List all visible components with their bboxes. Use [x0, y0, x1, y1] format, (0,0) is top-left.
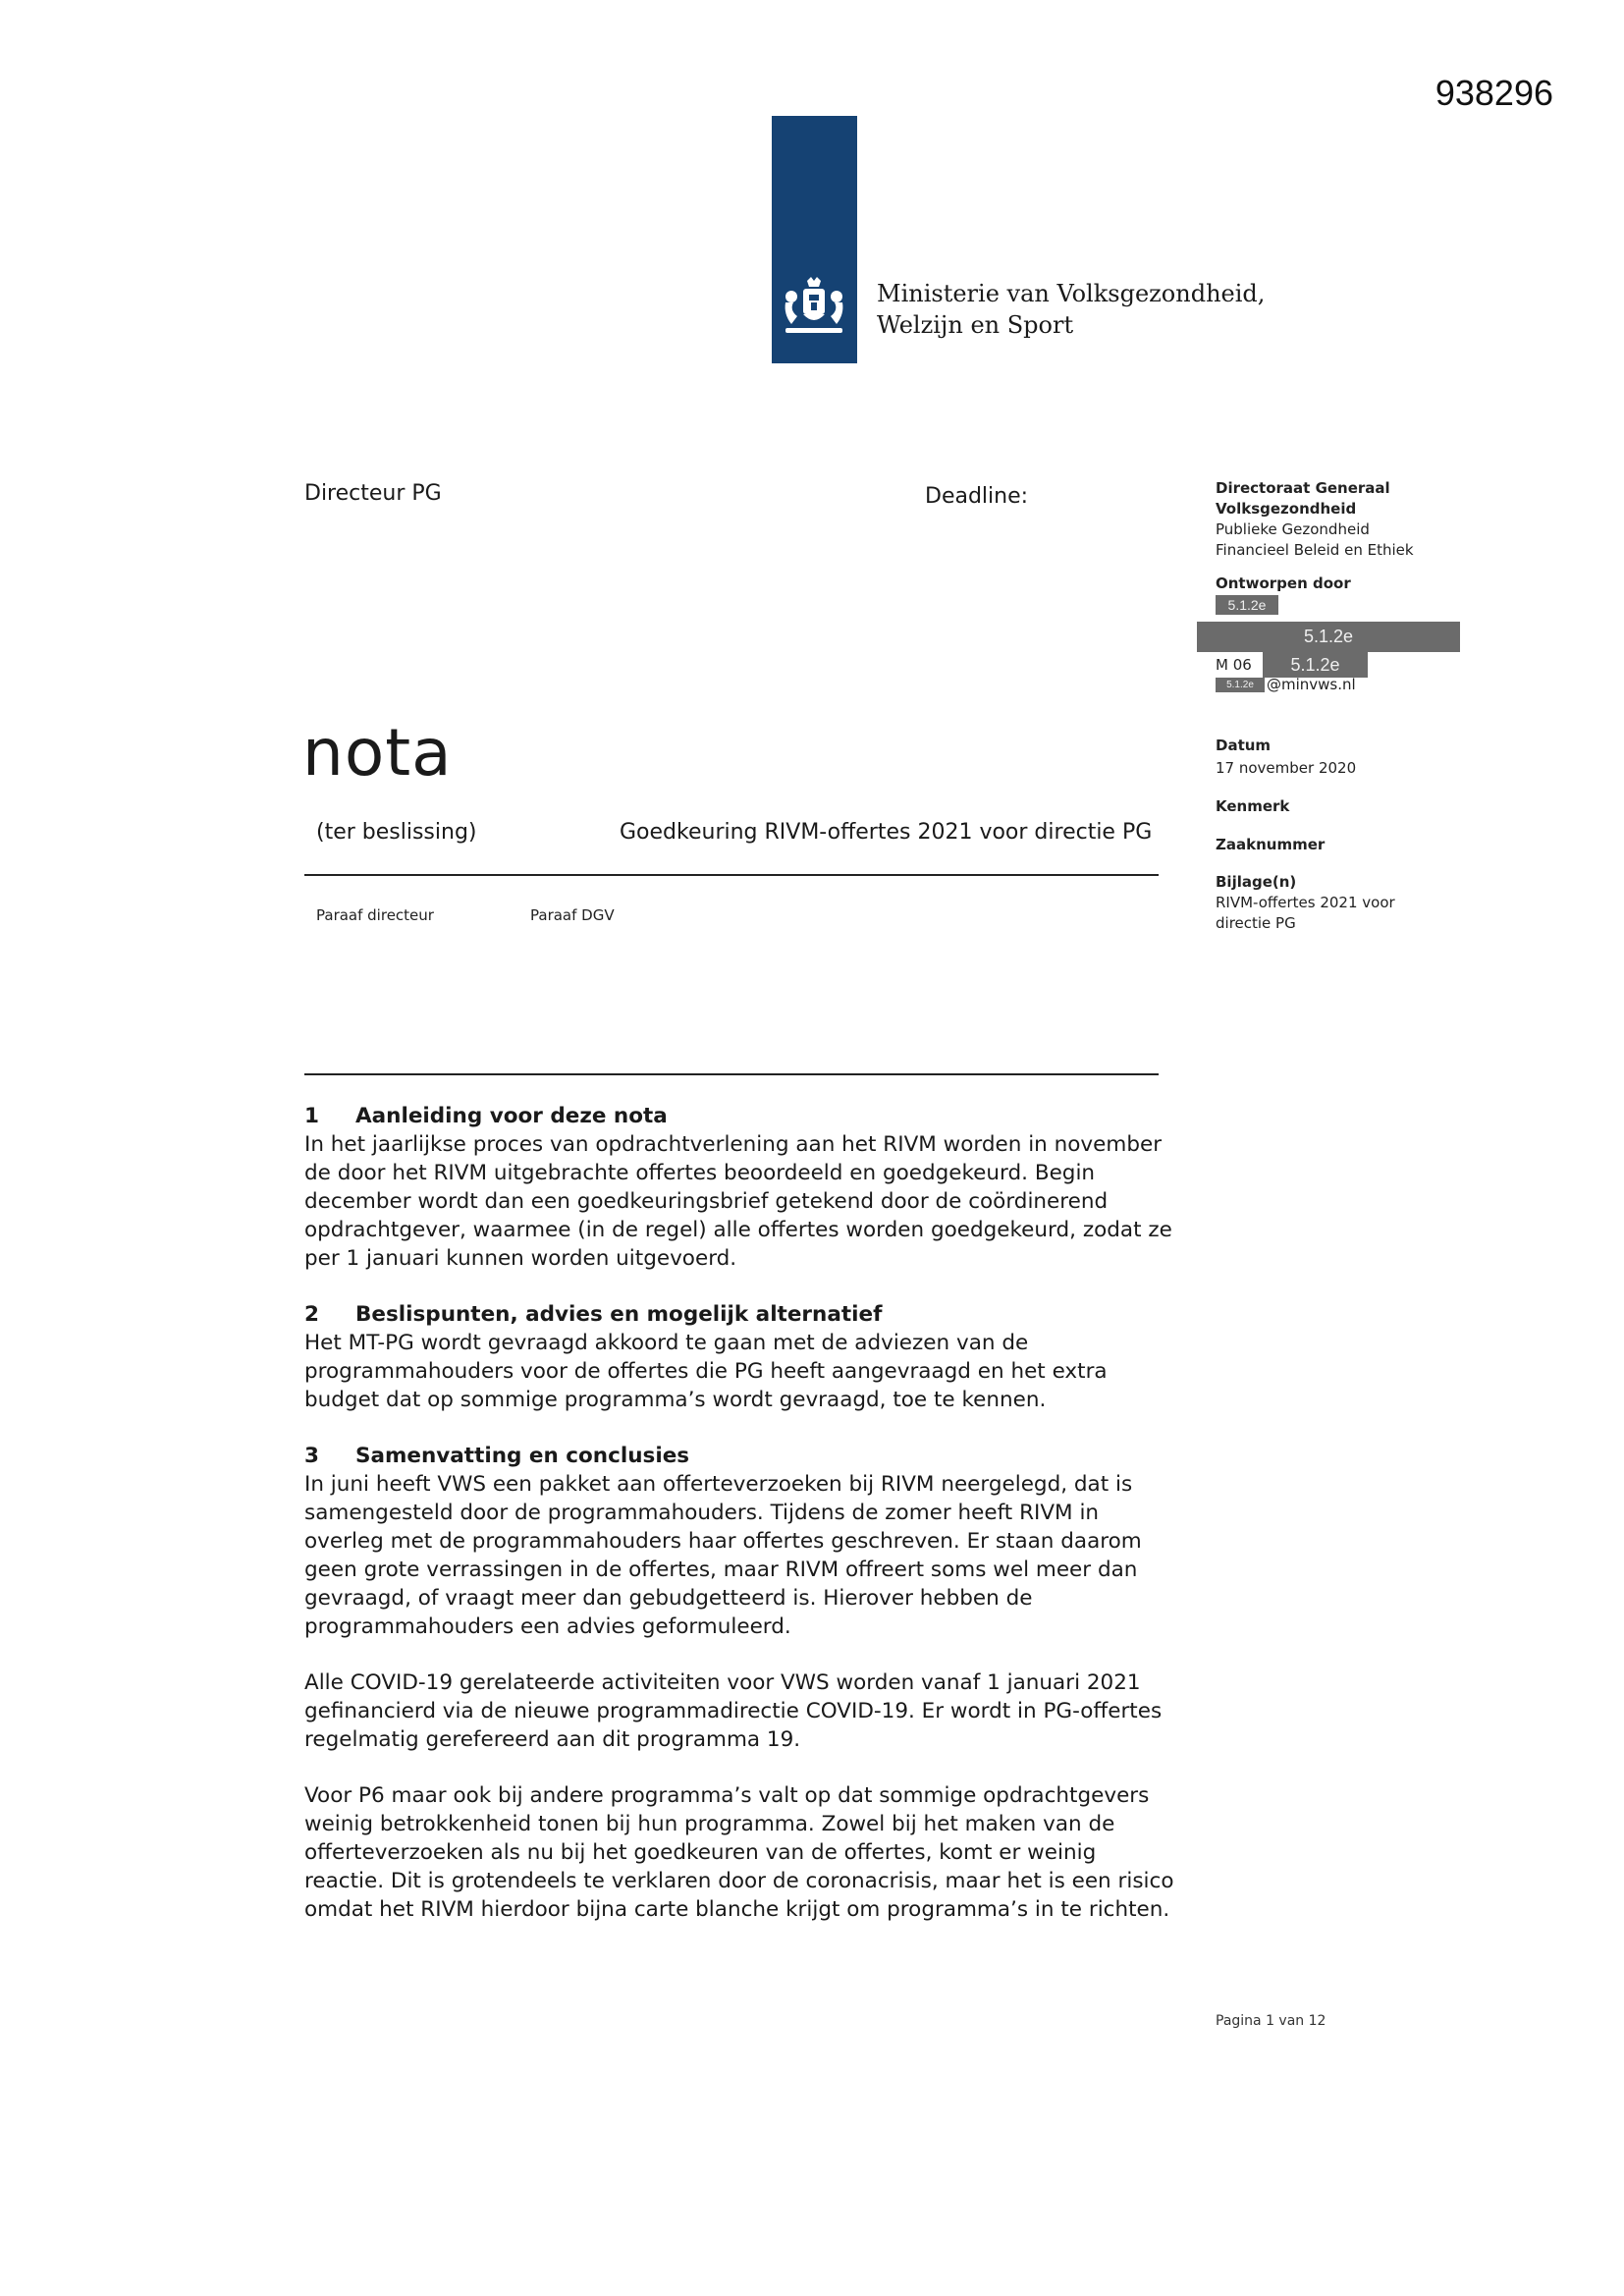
- section-title: Aanleiding voor deze nota: [355, 1104, 668, 1128]
- section-number: 1: [304, 1104, 319, 1128]
- page-number: Pagina 1 van 12: [1216, 2013, 1326, 2029]
- body-line: Het MT-PG wordt gevraagd akkoord te gaan met de adviezen van de: [304, 1331, 1029, 1355]
- body-line: samengesteld door de programmahouders. Tijdens de zomer heeft RIVM in: [304, 1501, 1100, 1525]
- date-label: Datum: [1216, 737, 1272, 754]
- ministry-name-line1: Ministerie van Volksgezondheid,: [877, 280, 1266, 307]
- dept-line1: Directoraat Generaal: [1216, 479, 1390, 497]
- body-line: december wordt dan een goedkeuringsbrief getekend door de coördinerend: [304, 1189, 1109, 1214]
- section-number: 3: [304, 1444, 319, 1468]
- ministry-name: [877, 278, 1265, 341]
- section-3: [304, 1442, 1188, 1641]
- body-line: Alle COVID-19 gerelateerde activiteiten voor VWS worden vanaf 1 januari 2021: [304, 1670, 1141, 1695]
- redaction-block: 5.1.2e: [1263, 652, 1368, 678]
- body-line: programmahouders voor de offertes die PG heeft aangevraagd en het extra: [304, 1359, 1108, 1384]
- section-2: [304, 1300, 1188, 1414]
- divider: [304, 874, 1159, 876]
- body-line: programmahouders een advies geformuleerd.: [304, 1614, 791, 1639]
- addressee: Directeur PG: [304, 481, 442, 506]
- body-line: omdat het RIVM hierdoor bijna carte blanche krijgt om programma’s in te richten.: [304, 1897, 1170, 1922]
- body-line: budget dat op sommige programma’s wordt gevraagd, toe te kennen.: [304, 1388, 1047, 1412]
- paraaf-director: Paraaf directeur: [316, 906, 434, 924]
- section-heading: [304, 1442, 1188, 1470]
- ministry-name-line2: Welzijn en Sport: [877, 311, 1074, 339]
- email-suffix: @minvws.nl: [1267, 676, 1356, 693]
- nota-subject: Goedkeuring RIVM-offertes 2021 voor directie PG: [620, 820, 1153, 845]
- paragraph-p6: [304, 1781, 1188, 1924]
- case-number-label: Zaaknummer: [1216, 836, 1326, 853]
- body-line: opdrachtgever, waarmee (in de regel) alle offertes worden goedgekeurd, zodat ze: [304, 1218, 1172, 1242]
- royal-crest-icon: [774, 275, 854, 344]
- body-line: weinig betrokkenheid tonen bij hun programma. Zowel bij het maken van de: [304, 1812, 1115, 1836]
- section-1: [304, 1102, 1188, 1273]
- redaction-block: 5.1.2e: [1197, 622, 1460, 652]
- body-line: per 1 januari kunnen worden uitgevoerd.: [304, 1246, 737, 1271]
- section-number: 2: [304, 1302, 319, 1327]
- body-line: reactie. Dit is grotendeels te verklaren door de coronacrisis, maar het is een risico: [304, 1869, 1174, 1893]
- divider: [304, 1073, 1159, 1075]
- document-number: 938296: [1435, 73, 1553, 113]
- nota-title: nota: [302, 715, 453, 791]
- dept-line3: Publieke Gezondheid: [1216, 520, 1370, 538]
- dept-line2: Volksgezondheid: [1216, 500, 1357, 518]
- deadline-label: Deadline:: [925, 484, 1029, 509]
- nota-type: (ter beslissing): [316, 820, 477, 845]
- attachments-line2: directie PG: [1216, 914, 1296, 932]
- body-line: In het jaarlijkse proces van opdrachtverlening aan het RIVM worden in november: [304, 1132, 1163, 1157]
- date-value: 17 november 2020: [1216, 759, 1357, 777]
- designed-by-label: Ontworpen door: [1216, 574, 1351, 592]
- body-line: gefinancierd via de nieuwe programmadirectie COVID-19. Er wordt in PG-offertes: [304, 1699, 1163, 1723]
- section-title: Beslispunten, advies en mogelijk alternatief: [355, 1302, 883, 1327]
- reference-label: Kenmerk: [1216, 797, 1290, 815]
- paraaf-dgv: Paraaf DGV: [530, 906, 615, 924]
- body-line: Voor P6 maar ook bij andere programma’s valt op dat sommige opdrachtgevers: [304, 1783, 1150, 1808]
- section-heading: [304, 1300, 1188, 1329]
- attachments-label: Bijlage(n): [1216, 873, 1297, 891]
- body-line: regelmatig gerefereerd aan dit programma 19.: [304, 1727, 801, 1752]
- body-line: In juni heeft VWS een pakket aan offerteverzoeken bij RIVM neergelegd, dat is: [304, 1472, 1133, 1497]
- paragraph-covid: [304, 1668, 1188, 1754]
- sidebar-attachments: [1216, 872, 1395, 934]
- body-line: de door het RIVM uitgebrachte offertes beoordeeld en goedgekeurd. Begin: [304, 1161, 1096, 1185]
- body-line: geen grote verrassingen in de offertes, maar RIVM offreert soms wel meer dan: [304, 1558, 1138, 1582]
- redaction-block: 5.1.2e: [1216, 678, 1265, 692]
- dept-line4: Financieel Beleid en Ethiek: [1216, 541, 1414, 559]
- redaction-block: 5.1.2e: [1216, 595, 1278, 615]
- body-line: overleg met de programmahouders haar offertes geschreven. Er staan daarom: [304, 1529, 1142, 1554]
- attachments-line1: RIVM-offertes 2021 voor: [1216, 894, 1395, 911]
- body-line: offerteverzoeken als nu bij het goedkeuren van de offertes, komt er weinig: [304, 1840, 1097, 1865]
- sidebar-department: [1216, 478, 1414, 561]
- section-heading: [304, 1102, 1188, 1130]
- phone-prefix: M 06: [1216, 656, 1252, 674]
- section-title: Samenvatting en conclusies: [355, 1444, 690, 1468]
- body-line: gevraagd, of vraagt meer dan gebudgetteerd is. Hierover hebben de: [304, 1586, 1033, 1611]
